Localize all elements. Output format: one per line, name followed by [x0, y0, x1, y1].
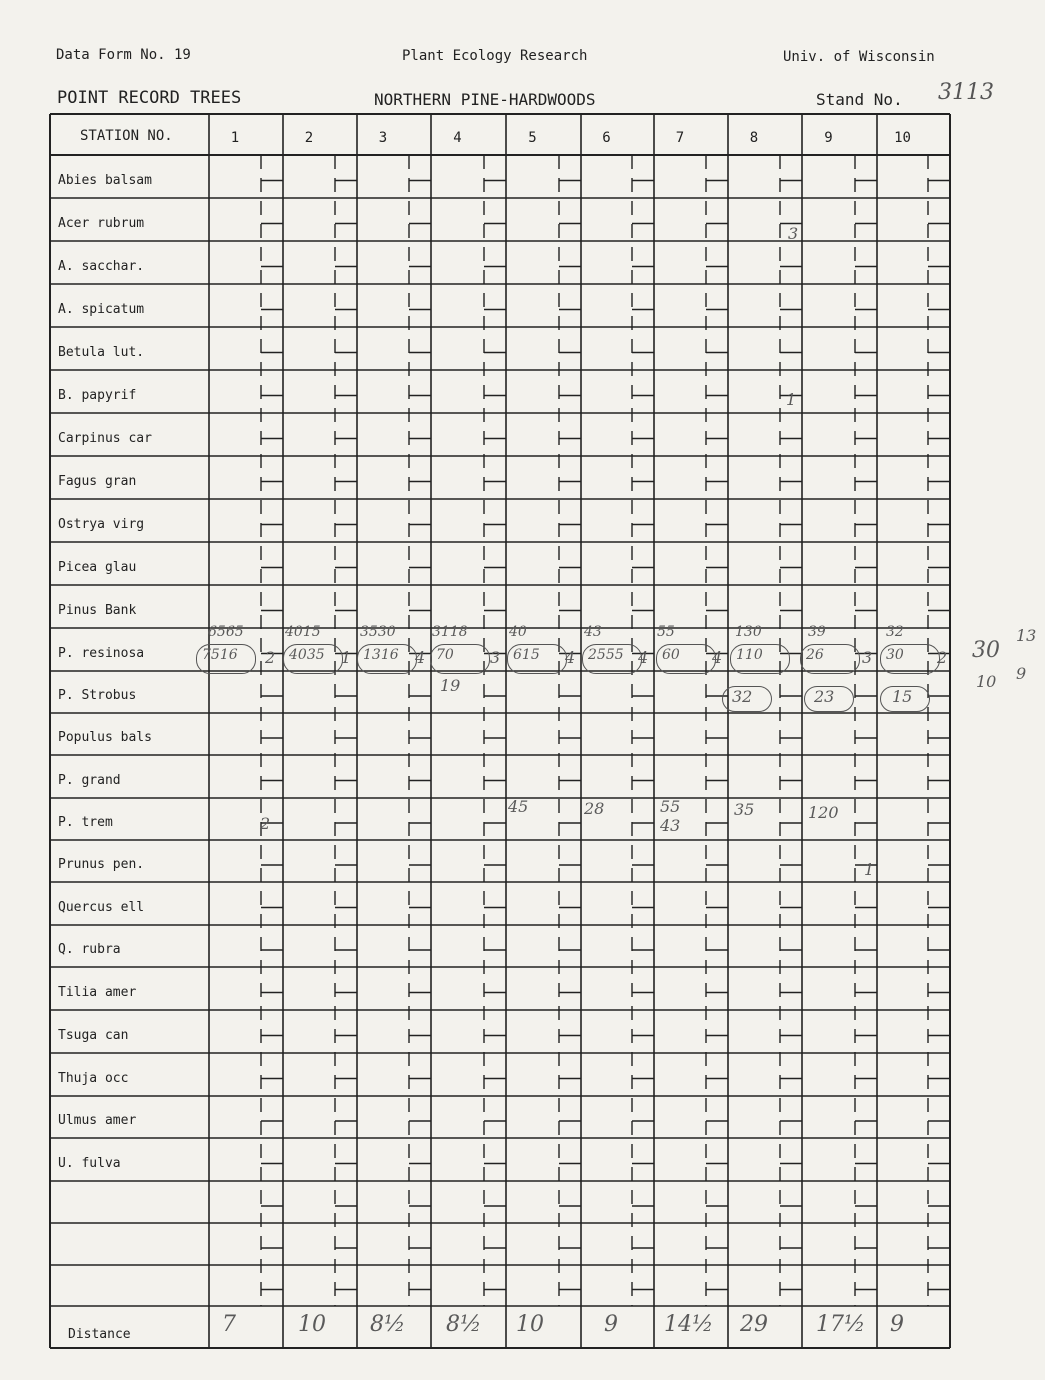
resinosa-count: 4: [638, 648, 649, 667]
trem-value: 45: [508, 797, 529, 816]
resinosa-count: 4: [415, 648, 426, 667]
species-label: A. spicatum: [58, 301, 145, 317]
resinosa-top-value: 4015: [285, 624, 321, 640]
distance-value: 9: [890, 1312, 904, 1337]
stand-label: Stand No.: [816, 90, 903, 109]
resinosa-circled-value: 7516: [202, 647, 238, 663]
distance-value: 8½: [370, 1312, 406, 1337]
resinosa-top-value: 55: [657, 624, 675, 640]
species-label: Picea glau: [58, 559, 137, 575]
resinosa-circled-value: 60: [662, 647, 680, 663]
station-number-3: 3: [378, 130, 388, 146]
trem-value: 120: [808, 803, 839, 822]
resinosa-top-value: 40: [509, 624, 527, 640]
institution-name: Plant Ecology Research: [402, 48, 588, 64]
trem-value: 55: [660, 797, 681, 816]
distance-value: 9: [604, 1312, 618, 1337]
university-name: Univ. of Wisconsin: [783, 49, 935, 65]
species-label: Thuja occ: [58, 1070, 129, 1086]
resinosa-count: 3: [862, 648, 873, 667]
resinosa-count: 1: [341, 648, 352, 667]
species-label: A. sacchar.: [58, 258, 145, 274]
station-number-9: 9: [824, 130, 833, 146]
species-label: Tilia amer: [58, 984, 137, 1000]
species-label: Quercus ell: [58, 899, 145, 915]
species-label: P. Strobus: [58, 688, 137, 703]
strobus-value: 32: [732, 687, 753, 706]
distance-label: Distance: [68, 1327, 131, 1342]
station-number-1: 1: [230, 130, 240, 146]
distance-value: 10: [516, 1312, 544, 1337]
species-label: B. papyrif: [58, 387, 137, 403]
resinosa-circled-value: 30: [886, 647, 904, 663]
margin-note: 10: [976, 672, 997, 691]
distance-value: 7: [222, 1312, 236, 1337]
resinosa-top-value: 6565: [208, 624, 244, 640]
papyrif-value: 1: [786, 390, 797, 409]
species-label: Carpinus car: [58, 430, 152, 446]
species-label: P. grand: [58, 772, 121, 788]
species-label: Prunus pen.: [58, 857, 145, 872]
form-title: POINT RECORD TREES: [57, 88, 242, 108]
resinosa-circled-value: 26: [806, 647, 824, 663]
station-number-6: 6: [602, 130, 611, 146]
station-number-5: 5: [528, 130, 537, 146]
trem-value: 43: [660, 816, 681, 835]
resinosa-circled-value: 70: [436, 647, 454, 663]
resinosa-count: 3: [490, 648, 501, 667]
distance-value: 29: [740, 1312, 768, 1337]
trem-value: 28: [584, 799, 605, 818]
strobus-value: 15: [892, 687, 913, 706]
resinosa-circled-value: 4035: [289, 647, 325, 663]
species-label: P. resinosa: [58, 645, 145, 661]
stand-number: 3113: [938, 80, 994, 105]
margin-note: 30: [972, 638, 1000, 663]
species-label: Abies balsam: [58, 172, 152, 188]
station-number-4: 4: [453, 130, 462, 146]
species-label: Tsuga can: [58, 1027, 129, 1043]
distance-value: 10: [298, 1312, 326, 1337]
species-label: Populus bals: [58, 730, 152, 745]
species-label: U. fulva: [58, 1155, 121, 1171]
resinosa-circled-value: 615: [513, 647, 540, 663]
species-label: P. trem: [58, 815, 113, 830]
strobus-value: 23: [814, 687, 835, 706]
trem-value: 2: [260, 814, 271, 833]
resinosa-count: 4: [565, 648, 576, 667]
species-label: Ulmus amer: [58, 1113, 137, 1128]
resinosa-circled-value: 110: [736, 647, 763, 663]
species-label: Fagus gran: [58, 473, 137, 489]
station-number-7: 7: [675, 130, 685, 146]
species-label: Q. rubra: [58, 942, 121, 957]
resinosa-count: 2: [937, 648, 948, 667]
station-header-label: STATION NO.: [80, 128, 173, 144]
resinosa-top-value: 43: [584, 624, 602, 640]
resinosa-count: 2: [265, 648, 276, 667]
station-number-2: 2: [304, 130, 314, 146]
station-number-10: 10: [894, 130, 911, 146]
resinosa-top-value: 3530: [360, 624, 396, 640]
species-label: Acer rubrum: [58, 215, 145, 231]
resinosa-top-value: 39: [808, 624, 826, 640]
resinosa-top-value: 3118: [432, 624, 468, 640]
form-number: Data Form No. 19: [56, 47, 191, 63]
distance-value: 14½: [664, 1312, 714, 1337]
margin-note: 13: [1016, 626, 1037, 645]
species-label: Ostrya virg: [58, 516, 145, 532]
margin-note: 9: [1016, 664, 1027, 683]
station-number-8: 8: [749, 130, 759, 146]
resinosa-circled-value: 2555: [588, 647, 624, 663]
trem-value: 35: [734, 800, 755, 819]
resinosa-count: 4: [712, 648, 723, 667]
resinosa-top-value: 32: [886, 624, 904, 640]
distance-value: 8½: [446, 1312, 482, 1337]
distance-value: 17½: [816, 1312, 866, 1337]
species-label: Pinus Bank: [58, 602, 137, 618]
acer-rubrum-value: 3: [788, 224, 799, 243]
strobus-value: 19: [440, 676, 461, 695]
resinosa-top-value: 130: [735, 624, 762, 640]
form-subtitle: NORTHERN PINE-HARDWOODS: [374, 90, 596, 109]
prunus-value: 1: [864, 860, 875, 879]
resinosa-circled-value: 1316: [363, 647, 399, 663]
species-label: Betula lut.: [58, 344, 145, 360]
